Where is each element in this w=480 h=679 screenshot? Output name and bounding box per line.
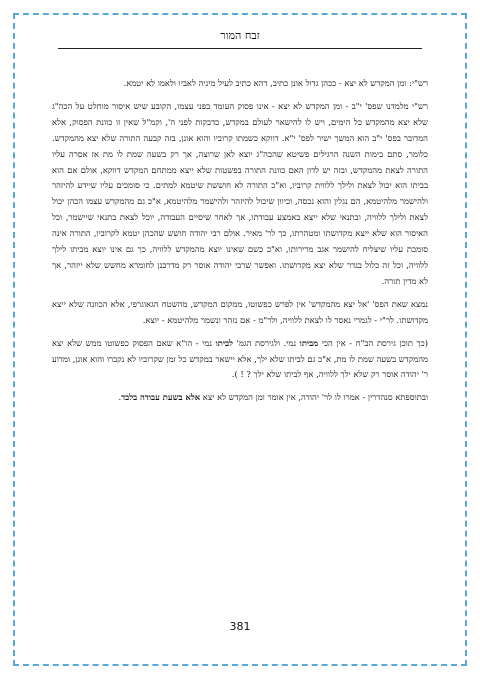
paragraph-conclusion: נמצא שאת הפס' 'אל יצא מהמקדש' אין לפרש כפשוטו, ממקום המקדש, מהשטח הגאוגרפי, אלא הכוונה שלא ייצא מקדושתו. לר"י - לגמרי נאסר לו לצאת ללוויה, ולר"מ - אם נזהר ונשמר מלהיטמא - יוצא. <box>52 298 428 325</box>
girsa-note-text-start: (כך תוכן גירסת הב"ח - אין הכי <box>318 337 428 348</box>
page-body <box>52 76 428 413</box>
girsa-bold-mibeito: מביתו <box>299 337 319 348</box>
tosefta-text-end: . <box>118 392 122 403</box>
paragraph-rashi-quote: רש"י: ומן המקדש לא יצא - ככהן גדול אונן כתיב, דהא כתיב לעיל מיניה לאביו ולאמו לא יטמא. <box>123 78 428 88</box>
page-number: 381 <box>229 620 251 633</box>
running-header-title: זבח המור <box>220 29 260 42</box>
tosefta-text-start: ובתוספתא סנהדרין - אמרו לו לר' יהודה, אין אומר ומן המקדש לא יצא <box>200 392 428 403</box>
girsa-note-text-end: נמי - הו"א שאם הפסוק כפשוטו ממש שלא יצא מהמקדש בשעה שמת לו מת, א"כ גם לביתו שלא ילך, אלא יישאר במקדש כל זמן שקרוביו לא נקברו והוא אונן, ומדוע ר' יהודה אוסר רק שלא ילך ללוויה, אף לביתו שלא ילך ? ! ). <box>52 337 428 380</box>
paragraph-girsa-note <box>52 336 428 384</box>
paragraph-tosefta <box>52 390 428 406</box>
paragraph-rashi-explanation: רש"י מלמדנו שפס' י"ב - ומן המקדש לא יצא - אינו פסוק העומד בפני עצמו, הקובע שיש איסור מוחלט על הכה"ג שלא יצא מהמקדש כל הימים, ויש לו להישאר לעולם במקדש, כדבקות לפני ה', וקמ"ל שאין זו כוונת הפסוק, אלא המדובר בפס' י"ב הוא המשך ישיר לפס' י"א. דווקא כשמתו קרוביו והוא אונן, בזה קבעה התורה שלא יצא מהמקדש. כלומר, סתם בימות השנה הרגילים פשיטא שהכה"ג יוצא לאן שרוצה, אך רק בשעה שמת לו מת אז אסרה עליו התורה לצאת מהמקדש, ובזה יש לדון האם כוונת התורה בפשטות שלא ייצא ממתחם המקדש דווקא, אולם אם הוא בביתו הוא יכול לצאת ולילך ללווית קרוביו, וא"כ התורה לא חוששת שיטמא למתים. כי סומכים עליו שיידע להיזהר ולהישמר מלהיטמא, הם נגלין והוא נכסה, וכיוון שיכול להיזהר ולהישמר מלהיטמא, א"כ גם מהמקדש עצמו הכהן יכול לצאת ולילך ללוויה, ובתנאי שלא ייצא באמצע עבודתו, אך לאחר שיסיים העבודה, יוכל לצאת בתנאי שיישמר, וכל האיסור הוא שלא ייצא מקדושתו ומטהרתו, כך לר' מאיר. אולם רבי יהודה חושש שהכהן יטמא לקרוביו, התורה אינה סומכת עליו שיצליח להישמר אגב מרירותו, וא"כ כשם שאינו יוצא מהמקדש ללוויה, כך גם אינו יוצא מביתו לילך ללוויה, וכל זה כלול בגדר שלא יצא מקדושתו. ואפשר שרבי יהודה אוסר רק מדרבנן לחומרא מחשש שלא ייזהר, אך לא מדין תורה. <box>52 100 428 286</box>
girsa-bold-levaito: לביתו <box>215 337 233 348</box>
header-divider <box>58 48 422 49</box>
girsa-note-text-middle: נמי. ולגירסת הגמ' <box>232 337 300 348</box>
tosefta-bold-phrase: אלא בשעת עבודה בלבד <box>121 392 201 403</box>
